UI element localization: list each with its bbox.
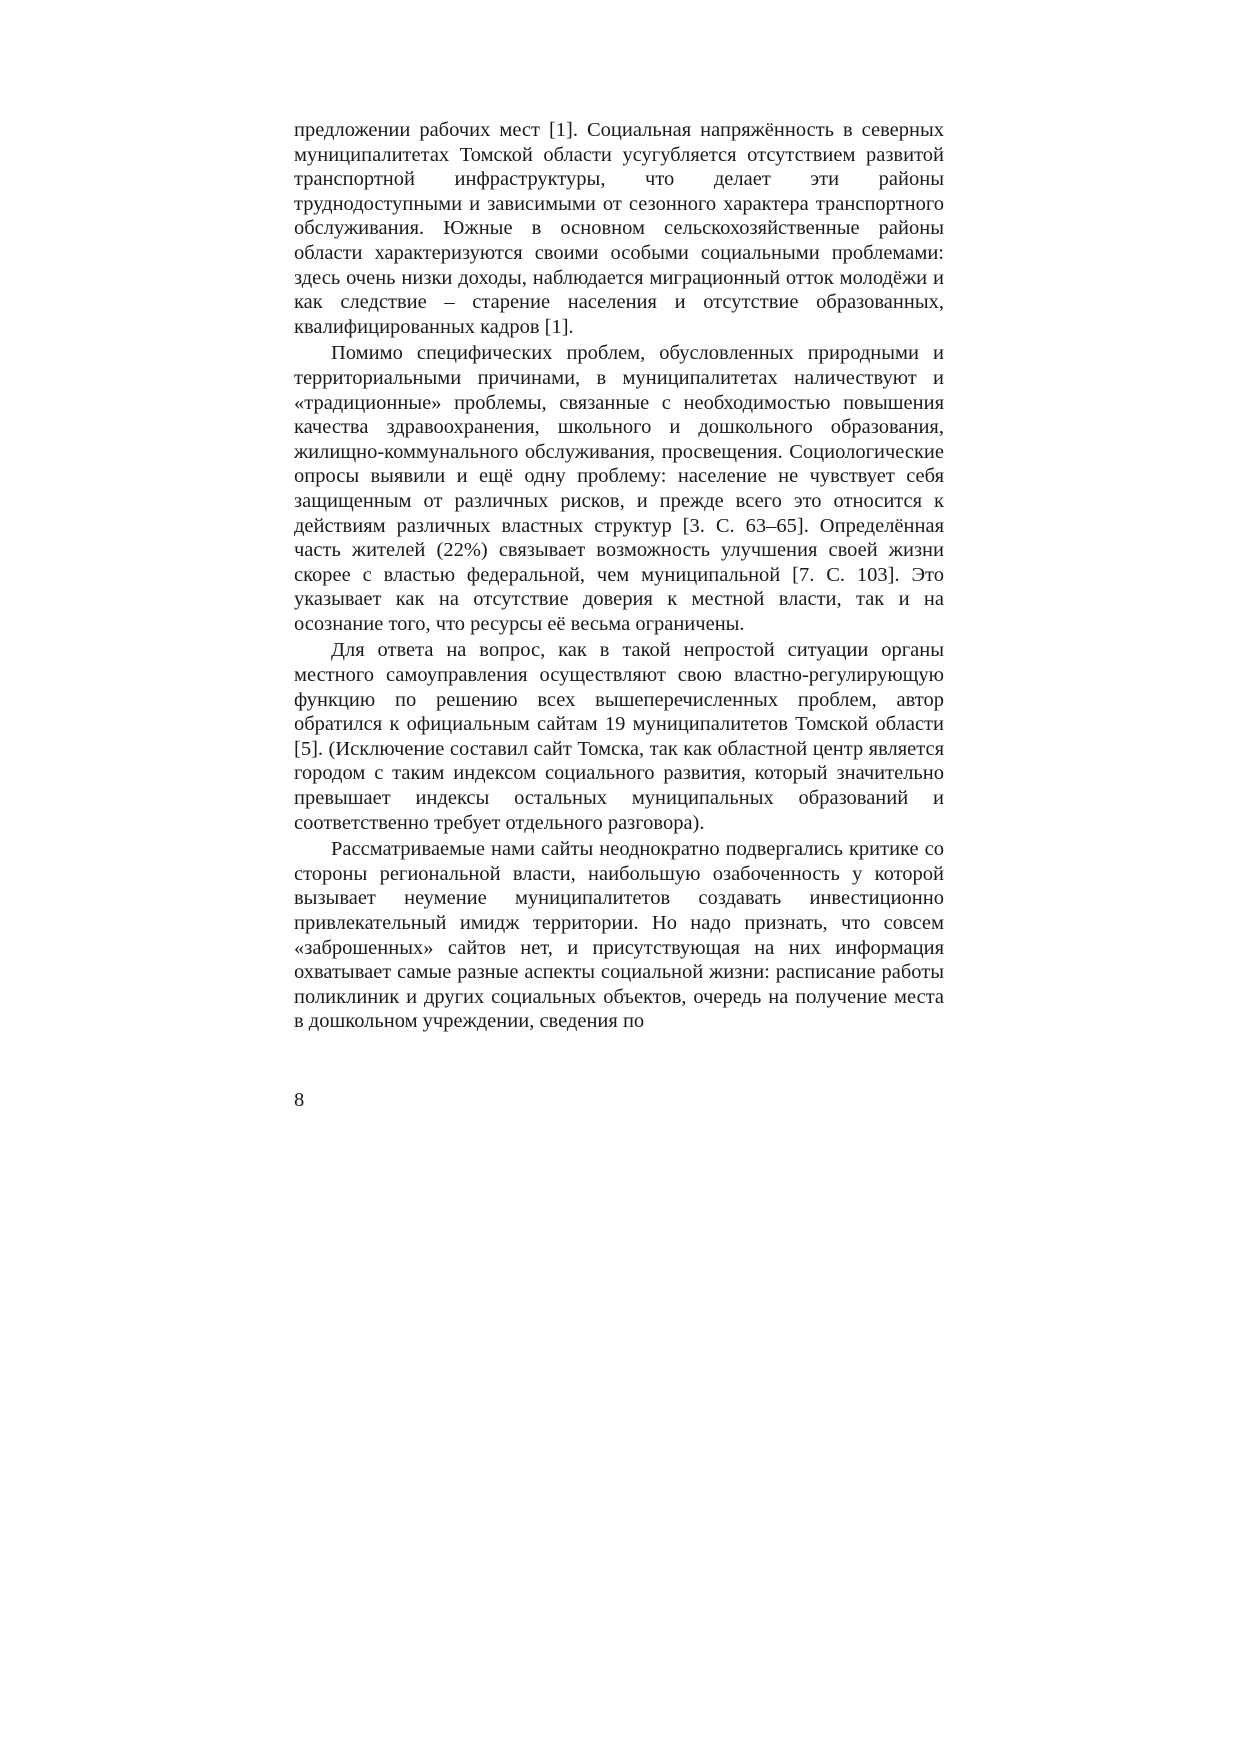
page-number: 8: [294, 1089, 305, 1111]
paragraph-2: Помимо специфических проблем, обусловленных природными и территориальными причинами, в муниципалитетах наличествуют и «традиционные» проблемы, связанные с необходимостью повышения качества здравоохранения, школьного и дошкольного образования, жилищно-коммунального обслуживания, просвещения. Социологические опросы выявили и ещё одну проблему: население не чувствует себя защищенным от различных рисков, и прежде всего это относится к действиям различных властных структур [3. С. 63–65]. Определённая часть жителей (22%) связывает возможность улучшения своей жизни скорее с властью федеральной, чем муниципальной [7. С. 103]. Это указывает как на отсутствие доверия к местной власти, так и на осознание того, что ресурсы её весьма ограничены.: [294, 342, 944, 635]
paragraph-3: Для ответа на вопрос, как в такой непростой ситуации органы местного самоуправления осуществляют свою властно-регулирующую функцию по решению всех вышеперечисленных проблем, автор обратился к официальным сайтам 19 муниципалитетов Томской области [5]. (Исключение составил сайт Томска, так как областной центр является городом с таким индексом социального развития, который значительно превышает индексы остальных муниципальных образований и соответственно требует отдельного разговора).: [294, 639, 944, 834]
body-text: [294, 118, 944, 1034]
paragraph-4: Рассматриваемые нами сайты неоднократно подвергались критике со стороны региональной власти, наибольшую озабоченность у которой вызывает неумение муниципалитетов создавать инвестиционно привлекательный имидж территории. Но надо признать, что совсем «заброшенных» сайтов нет, и присутствующая на них информация охватывает самые разные аспекты социальной жизни: расписание работы поликлиник и других социальных объектов, очередь на получение места в дошкольном учреждении, сведения по: [294, 838, 944, 1033]
paragraph-1: предложении рабочих мест [1]. Социальная напряжённость в северных муниципалитетах Томской области усугубляется отсутствием развитой транспортной инфраструктуры, что делает эти районы труднодоступными и зависимыми от сезонного характера транспортного обслуживания. Южные в основном сельскохозяйственные районы области характеризуются своими особыми социальными проблемами: здесь очень низки доходы, наблюдается миграционный отток молодёжи и как следствие – старение населения и отсутствие образованных, квалифицированных кадров [1].: [294, 119, 944, 338]
